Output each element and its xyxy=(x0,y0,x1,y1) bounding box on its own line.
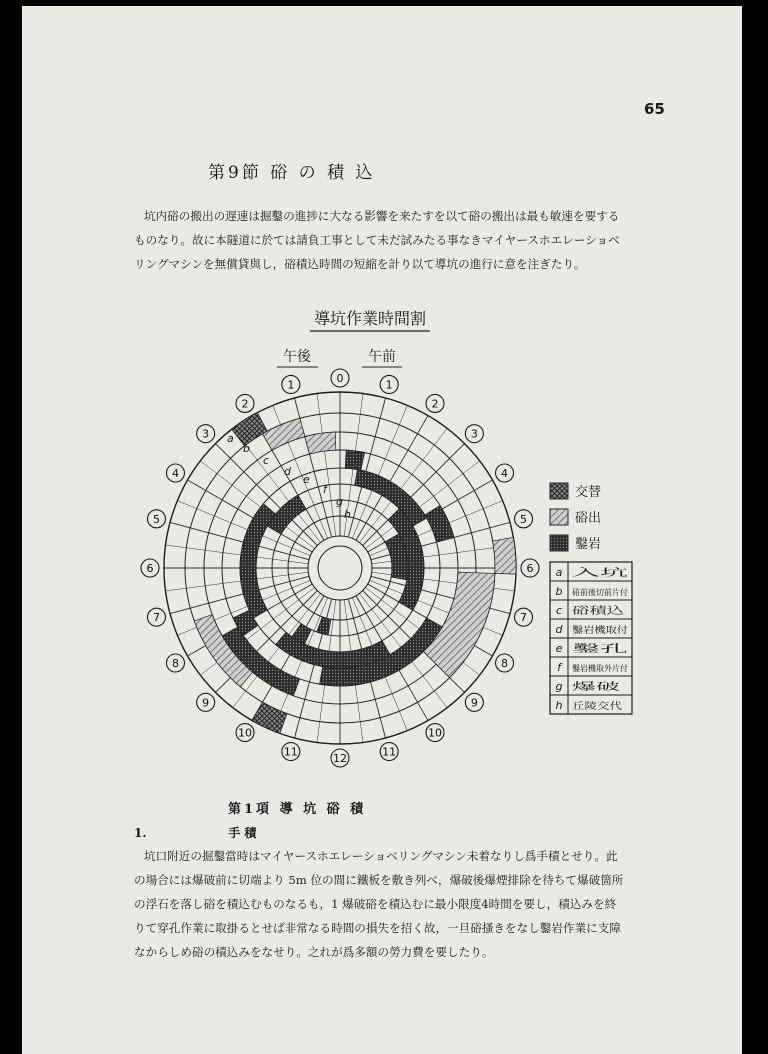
label-am: 午前 xyxy=(368,349,396,365)
hour-marker xyxy=(465,693,483,711)
hour-marker xyxy=(166,654,184,672)
ring-letter: g xyxy=(336,495,343,508)
key-text: 鑿岩機取付 xyxy=(572,626,618,636)
hour-marker-label: 6 xyxy=(146,562,154,575)
intro-line: ものなり。故に本隧道に於ては請負工事として未だ試みたる事なきマイヤースホエレーショベ xyxy=(134,233,620,247)
key-text: 硲積込 xyxy=(572,606,602,617)
hour-marker-label: 6 xyxy=(526,562,534,575)
hour-marker-label: 4 xyxy=(171,467,179,480)
key-text: 鑿岩機取外片付 xyxy=(572,664,628,673)
key-letter: c xyxy=(555,604,563,617)
hour-marker xyxy=(426,394,444,412)
radial-spoke xyxy=(317,394,336,537)
polar-grid xyxy=(141,369,539,767)
hour-marker xyxy=(282,743,300,761)
hour-marker xyxy=(236,724,254,742)
activity-key-table xyxy=(550,562,632,714)
intro-line: 坑内硲の搬出の遅速は掘鑿の進捗に大なる影響を来たすを以て硲の搬出は最も敏速を要する xyxy=(144,209,620,223)
key-text: 爆破 xyxy=(572,682,592,693)
intro-line: リングマシンを無償貸與し，硲積込時間の短縮を計り以て導坑の進行に意を注ぎたり。 xyxy=(134,257,586,271)
hour-marker-label: 4 xyxy=(501,467,509,480)
hour-marker xyxy=(141,559,159,577)
body-line: りて穿孔作業に取掛るとせば非常なる時間の損失を招く故，一旦硲搔きをなし鑿岩作業に支障 xyxy=(134,921,621,935)
hour-marker xyxy=(380,743,398,761)
hour-marker-label: 3 xyxy=(202,427,210,441)
hour-marker-label: 1 xyxy=(287,378,295,392)
hour-marker-label: 5 xyxy=(520,512,528,526)
ring-letter: b xyxy=(243,442,250,455)
activity-segment xyxy=(345,450,364,470)
hour-marker xyxy=(426,724,444,742)
page-number: 65 xyxy=(644,100,665,118)
hour-marker-label: 5 xyxy=(152,512,160,526)
legend-label: 硲出 xyxy=(575,511,602,526)
legend-swatch-hatch xyxy=(550,509,568,525)
ring-letter: h xyxy=(344,508,351,521)
diagram-title: 導坑作業時間割 xyxy=(313,309,427,328)
legend-label: 鑿岩 xyxy=(575,537,602,552)
hour-marker-label: 7 xyxy=(520,611,528,625)
hour-marker xyxy=(331,369,349,387)
key-letter: d xyxy=(555,623,563,636)
hour-marker xyxy=(147,510,165,528)
hour-marker xyxy=(515,510,533,528)
hour-marker xyxy=(380,375,398,393)
hour-marker xyxy=(147,608,165,626)
hour-marker xyxy=(496,464,514,482)
hour-marker-label: 9 xyxy=(202,696,210,710)
key-text: 鑿孔 xyxy=(572,644,592,655)
body-line: 坑口附近の掘鑿當時はマイヤースホエレーショベリングマシン未着なりし爲手積とせり。此 xyxy=(144,849,618,863)
scanned-page xyxy=(22,6,742,1054)
hour-marker-label: 10 xyxy=(238,726,252,740)
body-line: の場合には爆破前に切端より 5m 位の間に鐵板を敷き列べ，爆破後爆煙排除を待ちて爆破箇所 xyxy=(134,873,624,887)
hour-marker xyxy=(197,425,215,443)
hour-marker xyxy=(197,693,215,711)
ring-letter: f xyxy=(323,483,327,496)
key-letter: h xyxy=(555,699,563,712)
hour-marker xyxy=(496,654,514,672)
ring-letter: d xyxy=(284,465,291,478)
body-paragraph xyxy=(134,844,684,964)
hour-marker xyxy=(282,375,300,393)
hour-marker-label: 8 xyxy=(501,657,509,670)
key-text: 丘陵交代 xyxy=(572,702,609,712)
hour-marker-label: 10 xyxy=(428,726,442,740)
legend-label: 交替 xyxy=(575,485,602,500)
hour-marker-label: 0 xyxy=(336,372,344,385)
hour-marker-label: 11 xyxy=(382,745,397,759)
legend-swatch-dense xyxy=(550,535,568,551)
item-number: 1. xyxy=(134,826,147,840)
subsection-heading: 第1項 導 坑 硲 積 xyxy=(228,802,367,817)
activity-segment xyxy=(232,413,268,446)
hour-marker-label: 2 xyxy=(431,397,439,411)
section-title: 第9節 硲 の 積 込 xyxy=(208,163,376,183)
diagram-legend xyxy=(550,483,601,552)
hour-marker xyxy=(331,749,349,767)
key-text: 入坑 xyxy=(572,568,592,579)
activity-segment xyxy=(252,702,287,733)
hour-marker-label: 2 xyxy=(241,397,249,411)
hour-marker-label: 11 xyxy=(283,745,298,759)
hour-marker xyxy=(166,464,184,482)
hour-marker-label: 1 xyxy=(385,378,393,392)
ring-letter: a xyxy=(227,432,234,445)
hour-marker xyxy=(521,559,539,577)
hour-marker xyxy=(465,425,483,443)
body-line: の浮石を落し硲を積込むものなるも，1 爆破硲を積込むに最小限度4時間を要し，積込みを終 xyxy=(134,897,617,911)
ring-letter: e xyxy=(303,473,310,486)
radial-spoke xyxy=(166,572,309,591)
item-label: 手 積 xyxy=(228,826,257,840)
key-letter: a xyxy=(555,566,563,579)
key-letter: g xyxy=(555,680,563,693)
hour-marker-label: 3 xyxy=(470,427,478,441)
activity-segment xyxy=(493,537,516,574)
body-line: なからしめ硲の積込みをなせり。之れが爲多額の勞力費を要したり。 xyxy=(134,945,494,959)
radial-spoke xyxy=(166,545,309,564)
hour-marker-label: 7 xyxy=(152,611,160,625)
ring-letter: c xyxy=(263,454,270,467)
item-heading xyxy=(134,824,256,841)
key-text: 硲前後切前片付 xyxy=(572,588,628,597)
hour-marker xyxy=(236,394,254,412)
legend-swatch-cross xyxy=(550,483,568,499)
hour-marker-label: 12 xyxy=(333,752,347,765)
hour-marker-label: 9 xyxy=(470,696,478,710)
hour-marker xyxy=(515,608,533,626)
label-pm: 午後 xyxy=(283,349,311,365)
key-letter: e xyxy=(555,642,563,655)
key-letter: b xyxy=(555,585,563,598)
hour-marker-label: 8 xyxy=(171,657,179,670)
key-letter: f xyxy=(557,661,561,674)
